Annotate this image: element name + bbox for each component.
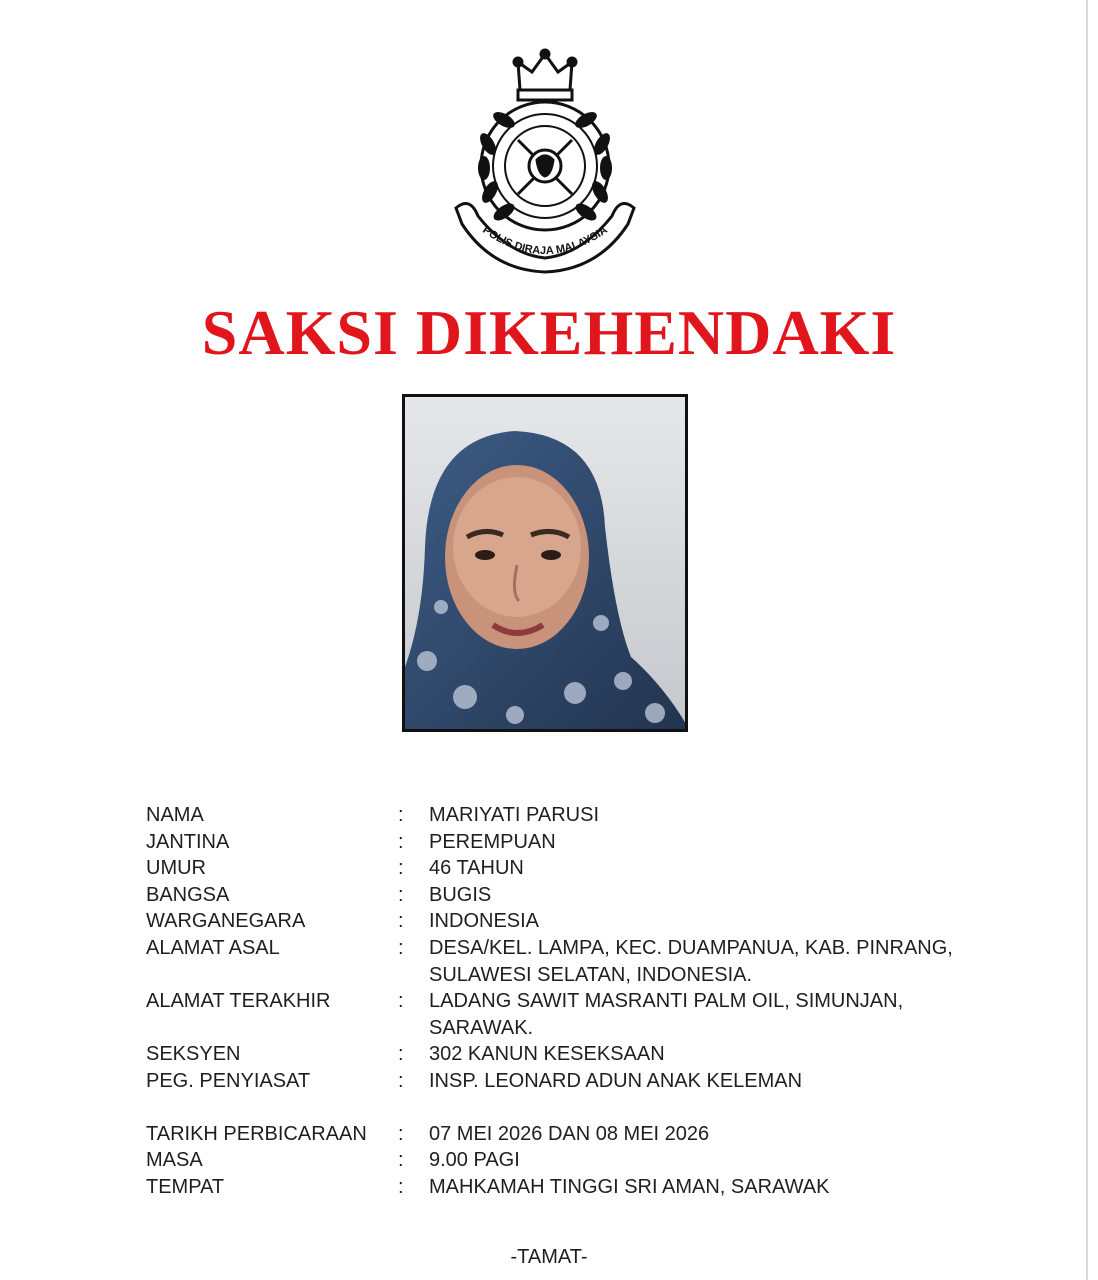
detail-row-umur: [146, 855, 1006, 882]
detail-label: ALAMAT ASAL: [146, 936, 280, 959]
detail-value: 9.00 PAGI: [429, 1149, 520, 1172]
witness-portrait-photo: [402, 394, 688, 732]
detail-row-alamat-asal: [146, 935, 1006, 988]
polis-diraja-malaysia-crest-icon: [448, 48, 642, 274]
detail-value: 302 KANUN KESEKSAAN: [429, 1043, 665, 1066]
detail-separator: :: [398, 1175, 404, 1198]
detail-value: INSP. LEONARD ADUN ANAK KELEMAN: [429, 1069, 803, 1092]
detail-value: 07 MEI 2026 DAN 08 MEI 2026: [429, 1122, 710, 1145]
witness-details: [146, 802, 1006, 1200]
detail-value: INDONESIA: [429, 910, 540, 933]
detail-label: UMUR: [146, 857, 206, 880]
svg-text:POLIS DIRAJA MALAYSIA: POLIS DIRAJA MALAYSIA: [480, 224, 610, 258]
detail-row-tarikh-perbicaraan: [146, 1121, 1006, 1148]
detail-label: JANTINA: [146, 830, 230, 853]
detail-row-warganegara: [146, 908, 1006, 935]
detail-separator: :: [398, 1149, 404, 1172]
detail-separator: :: [398, 1043, 404, 1066]
detail-label: ALAMAT TERAKHIR: [146, 990, 331, 1013]
detail-separator: :: [398, 910, 404, 933]
detail-row-alamat-terakhir: [146, 988, 1006, 1041]
detail-row-seksyen: [146, 1041, 1006, 1068]
detail-separator: :: [398, 1069, 404, 1092]
detail-value: MARIYATI PARUSI: [429, 804, 600, 826]
detail-separator: :: [398, 883, 404, 906]
end-marker: -TAMAT-: [510, 1246, 588, 1268]
detail-value: MAHKAMAH TINGGI SRI AMAN, SARAWAK: [429, 1175, 830, 1198]
detail-separator: :: [398, 990, 404, 1013]
detail-label: PEG. PENYIASAT: [146, 1069, 311, 1092]
detail-value: PEREMPUAN: [429, 830, 556, 853]
detail-row-nama: [146, 802, 1006, 829]
detail-row-bangsa: [146, 882, 1006, 909]
detail-row-tempat: [146, 1174, 1006, 1201]
detail-label: TEMPAT: [146, 1175, 225, 1198]
detail-row-peg-penyiasat: [146, 1068, 1006, 1095]
page-title: SAKSI DIKEHENDAKI: [201, 297, 897, 368]
detail-value: BUGIS: [429, 883, 492, 906]
detail-separator: :: [398, 936, 404, 959]
detail-row-masa: [146, 1147, 1006, 1174]
detail-separator: :: [398, 830, 404, 853]
detail-value: 46 TAHUN: [429, 857, 524, 880]
detail-label: BANGSA: [146, 883, 230, 906]
detail-row-jantina: [146, 829, 1006, 856]
detail-label: MASA: [146, 1149, 203, 1172]
detail-value: LADANG SAWIT MASRANTI PALM OIL, SIMUNJAN, SARAWAK.: [429, 990, 904, 1039]
detail-label: NAMA: [146, 804, 204, 826]
detail-label: WARGANEGARA: [146, 910, 306, 933]
detail-separator: :: [398, 804, 404, 826]
detail-label: TARIKH PERBICARAAN: [146, 1122, 367, 1145]
detail-label: SEKSYEN: [146, 1043, 241, 1066]
detail-separator: :: [398, 857, 404, 880]
detail-value: DESA/KEL. LAMPA, KEC. DUAMPANUA, KAB. PINRANG, SULAWESI SELATAN, INDONESIA.: [429, 936, 953, 986]
detail-separator: :: [398, 1122, 404, 1145]
page-edge: [1086, 0, 1088, 1280]
